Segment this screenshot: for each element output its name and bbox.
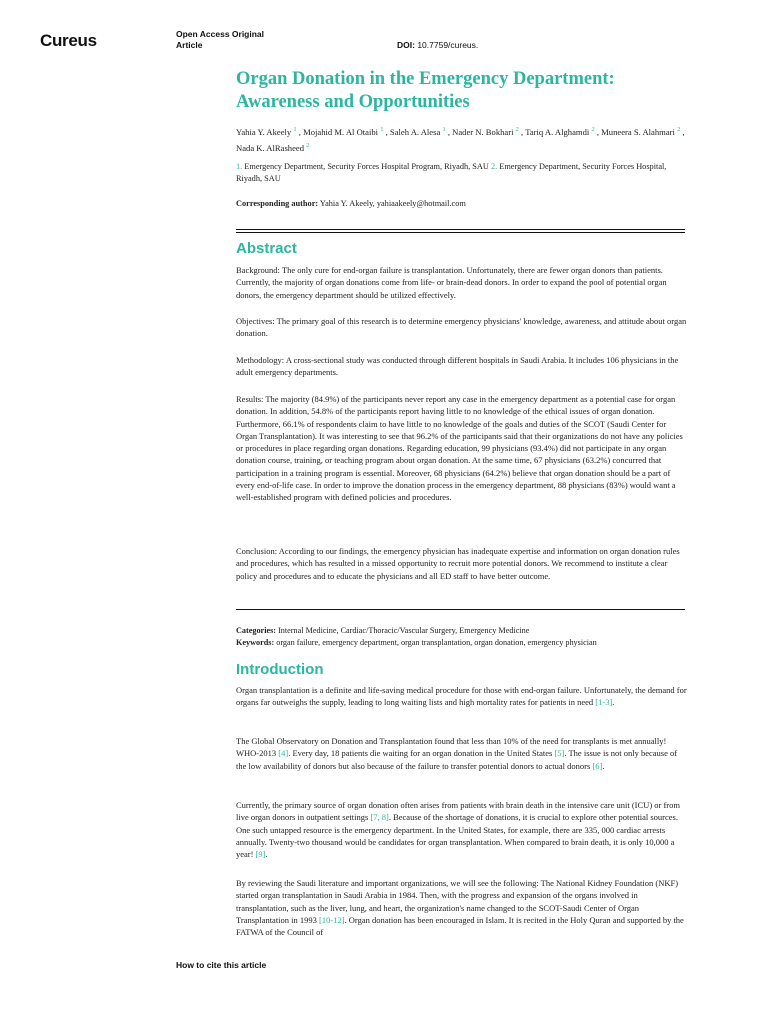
paragraph-text: . xyxy=(612,697,615,708)
corresponding-author-label: Corresponding author: xyxy=(236,199,319,208)
paragraph-text: . xyxy=(602,760,605,771)
doi-value[interactable]: 10.7759/cureus. xyxy=(414,40,479,50)
divider xyxy=(236,609,685,610)
citation-link[interactable]: [1-3] xyxy=(595,697,613,708)
categories-label: Categories: xyxy=(236,626,277,635)
abstract-heading: Abstract xyxy=(236,240,297,257)
citation-link[interactable]: [5] xyxy=(554,748,565,759)
keywords-line xyxy=(236,637,688,649)
citation-link[interactable]: [6] xyxy=(592,760,603,771)
abstract-objectives: Objectives: The primary goal of this research is to determine emergency physicians' knowledge, awareness, and attitude about organ donation. xyxy=(236,316,687,339)
intro-paragraph-1 xyxy=(236,684,688,709)
author-name[interactable]: Muneera S. Alahmari xyxy=(601,126,675,137)
categories-line xyxy=(236,625,688,637)
abstract-conclusion: Conclusion: According to our findings, the emergency physician has inadequate expertise and information on organ donation rules and procedures, which has resulted in a missed opportunity to recruit more potential donors. We recommend to institute a clear policy and procedures and to educate the physicians and all ED staff to have better outcome. xyxy=(236,546,680,581)
citation-link[interactable]: [7, 8] xyxy=(370,812,389,823)
article-type xyxy=(176,29,306,51)
affiliation-number: 2. xyxy=(490,162,498,171)
citation-link[interactable]: [4] xyxy=(278,748,289,759)
author-affiliation-ref[interactable]: 2 xyxy=(515,126,519,133)
abstract-background: Background: The only cure for end-organ failure is transplantation. Unfortunately, there are fewer organ donors than patients. Currently, the majority of organ donations come from life- or brain-dead donors. In order to expand the pool of potential organ donors, the emergency department should be utilized effectively. xyxy=(236,265,667,300)
paragraph-text: The Global Observatory on Donation and Transplantation found that less than 10% of the need for transplants is met annually! WHO-2013 xyxy=(236,736,667,759)
intro-paragraph-2 xyxy=(236,735,688,772)
author-name[interactable]: Nada K. AlRasheed xyxy=(236,142,305,153)
cureus-logo[interactable]: Cureus xyxy=(40,31,97,50)
intro-paragraph-3 xyxy=(236,799,688,860)
doi-label: DOI: xyxy=(397,40,415,50)
article-type-line1: Open Access Original xyxy=(176,29,265,39)
article-title xyxy=(236,68,696,114)
introduction-heading: Introduction xyxy=(236,661,324,678)
abstract-results: Results: The majority (84.9%) of the participants never report any case in the emergency department as a potential case for organ donation. In addition, 54.8% of the participants report having little to no knowledge of the ethical issues of organ donation. Furthermore, 66.1% of respondents claim to have little to no knowledge of the goals and duties of the SCOT (Saudi Center for Organ Transplantation). It was interesting to see that 96.2% of the participants said that their organizations do not have any policies or procedures in place regarding organ donations. Regarding education, 99 physicians (93.4%) did not participate in any organ donation course, training, or teaching program about organ donation. At the same time, 67 physicians (63.2%) concurred that participation in a training program is essential. Moreover, 68 physicians (64.2%) believe that organ donation should be a part of every end-of-life case. In order to improve the donation process in the emergency department, 88 physicians (83%) would want a well-established program with defined policies and procedures. xyxy=(236,394,683,503)
author-name[interactable]: Tariq A. Alghamdi xyxy=(525,126,590,137)
paragraph-text: Currently, the primary source of organ donation often arises from patients with brain death in the intensive care unit (ICU) or from live organ donors in outpatient settings xyxy=(236,800,680,823)
article-type-line2: Article xyxy=(176,40,203,50)
corresponding-author xyxy=(236,199,686,208)
author-affiliation-ref[interactable]: 2 xyxy=(677,126,681,133)
author-name[interactable]: Saleh A. Alesa xyxy=(389,126,441,137)
paragraph-text: By reviewing the Saudi literature and important organizations, we will see the following: The National Kidney Foundation (NKF) started organ transplantation in Saudi Arabia in 1984. Then, with the progress and expansion of the organs involved in transplantation, such as the liver, lung, and heart, the organization's name changed to the SCOT-Saudi Center of Organ Transplantation in 1993 xyxy=(236,878,679,925)
how-to-cite-link[interactable]: How to cite this article xyxy=(176,960,267,970)
corresponding-author-value[interactable]: Yahia Y. Akeely, yahiaakeely@hotmail.com xyxy=(318,199,466,208)
intro-paragraph-4 xyxy=(236,877,688,938)
author-affiliation-ref[interactable]: 1 xyxy=(293,126,297,133)
keywords-value: organ failure, emergency department, organ transplantation, organ donation, emergency physician xyxy=(274,637,597,647)
affiliation-text: Emergency Department, Security Forces Hospital, Riyadh, SAU xyxy=(236,162,667,183)
citation-link[interactable]: [10-12] xyxy=(319,914,345,925)
affiliation-number: 1. xyxy=(236,162,243,171)
paragraph-text: . Because of the shortage of donations, it is crucial to explore other potential sources. One such untapped resource is the emergency department. In the United States, for example, there are 335, 000 cardiac arrests annually. Twenty-two thousand would be candidates for organ transplantation. When compared to brain death, it is only 10,000 a year! xyxy=(236,812,678,860)
author-affiliation-ref[interactable]: 2 xyxy=(306,141,310,149)
paragraph-text: . Organ donation has been encouraged in Islam. It is recited in the Holy Quran and supported by the FATWA of the Council of xyxy=(236,914,684,938)
author-affiliation-ref[interactable]: 2 xyxy=(591,126,595,133)
article-title-line2: Awareness and Opportunities xyxy=(236,92,470,112)
categories-value[interactable]: Internal Medicine, Cardiac/Thoracic/Vascular Surgery, Emergency Medicine xyxy=(276,626,530,635)
author-name[interactable]: Mojahid M. Al Otaibi xyxy=(303,126,379,137)
author-name[interactable]: Yahia Y. Akeely xyxy=(236,126,292,137)
keywords-label: Keywords: xyxy=(236,637,275,647)
paragraph-text: Organ transplantation is a definite and life-saving medical procedure for those with end-organ failure. Unfortunately, the demand for organs far outweighs the supply, leading to long waiting lists and high mortality rates for patients in need xyxy=(236,685,687,708)
author-affiliation-ref[interactable]: 1 xyxy=(380,126,384,133)
author-list: Yahia Y. Akeely $^1$ , Mojahid M. Al Otaibi $^1$ , Saleh A. Alesa $^1$ , Nader N. Bokhari $^2$ , Tariq A. Alghamdi $^2$ , Muneera S. Alahmari $^2$ , Nada K. AlRasheed $^2$ xyxy=(236,126,685,153)
affiliations xyxy=(236,161,686,185)
article-title-line1: Organ Donation in the Emergency Department: xyxy=(236,69,615,89)
divider xyxy=(236,229,685,233)
citation-link[interactable]: [9] xyxy=(255,849,266,860)
paragraph-text: . The issue is not only because of the low availability of donors but also because of the failure to transfer potential donors to actual donors xyxy=(236,748,678,771)
affiliation-text: Emergency Department, Security Forces Hospital Program, Riyadh, SAU xyxy=(242,162,491,171)
doi xyxy=(397,40,478,50)
author-name[interactable]: Nader N. Bokhari xyxy=(452,126,514,137)
author-affiliation-ref[interactable]: 1 xyxy=(442,126,446,133)
paragraph-text: . xyxy=(265,849,268,860)
categories-keywords xyxy=(236,625,688,648)
paragraph-text: . Every day, 18 patients die waiting for an organ donation in the United States xyxy=(288,748,555,759)
abstract-methodology: Methodology: A cross-sectional study was conducted through different hospitals in Saudi Arabia. It includes 106 physicians in the adult emergency departments. xyxy=(236,355,679,378)
